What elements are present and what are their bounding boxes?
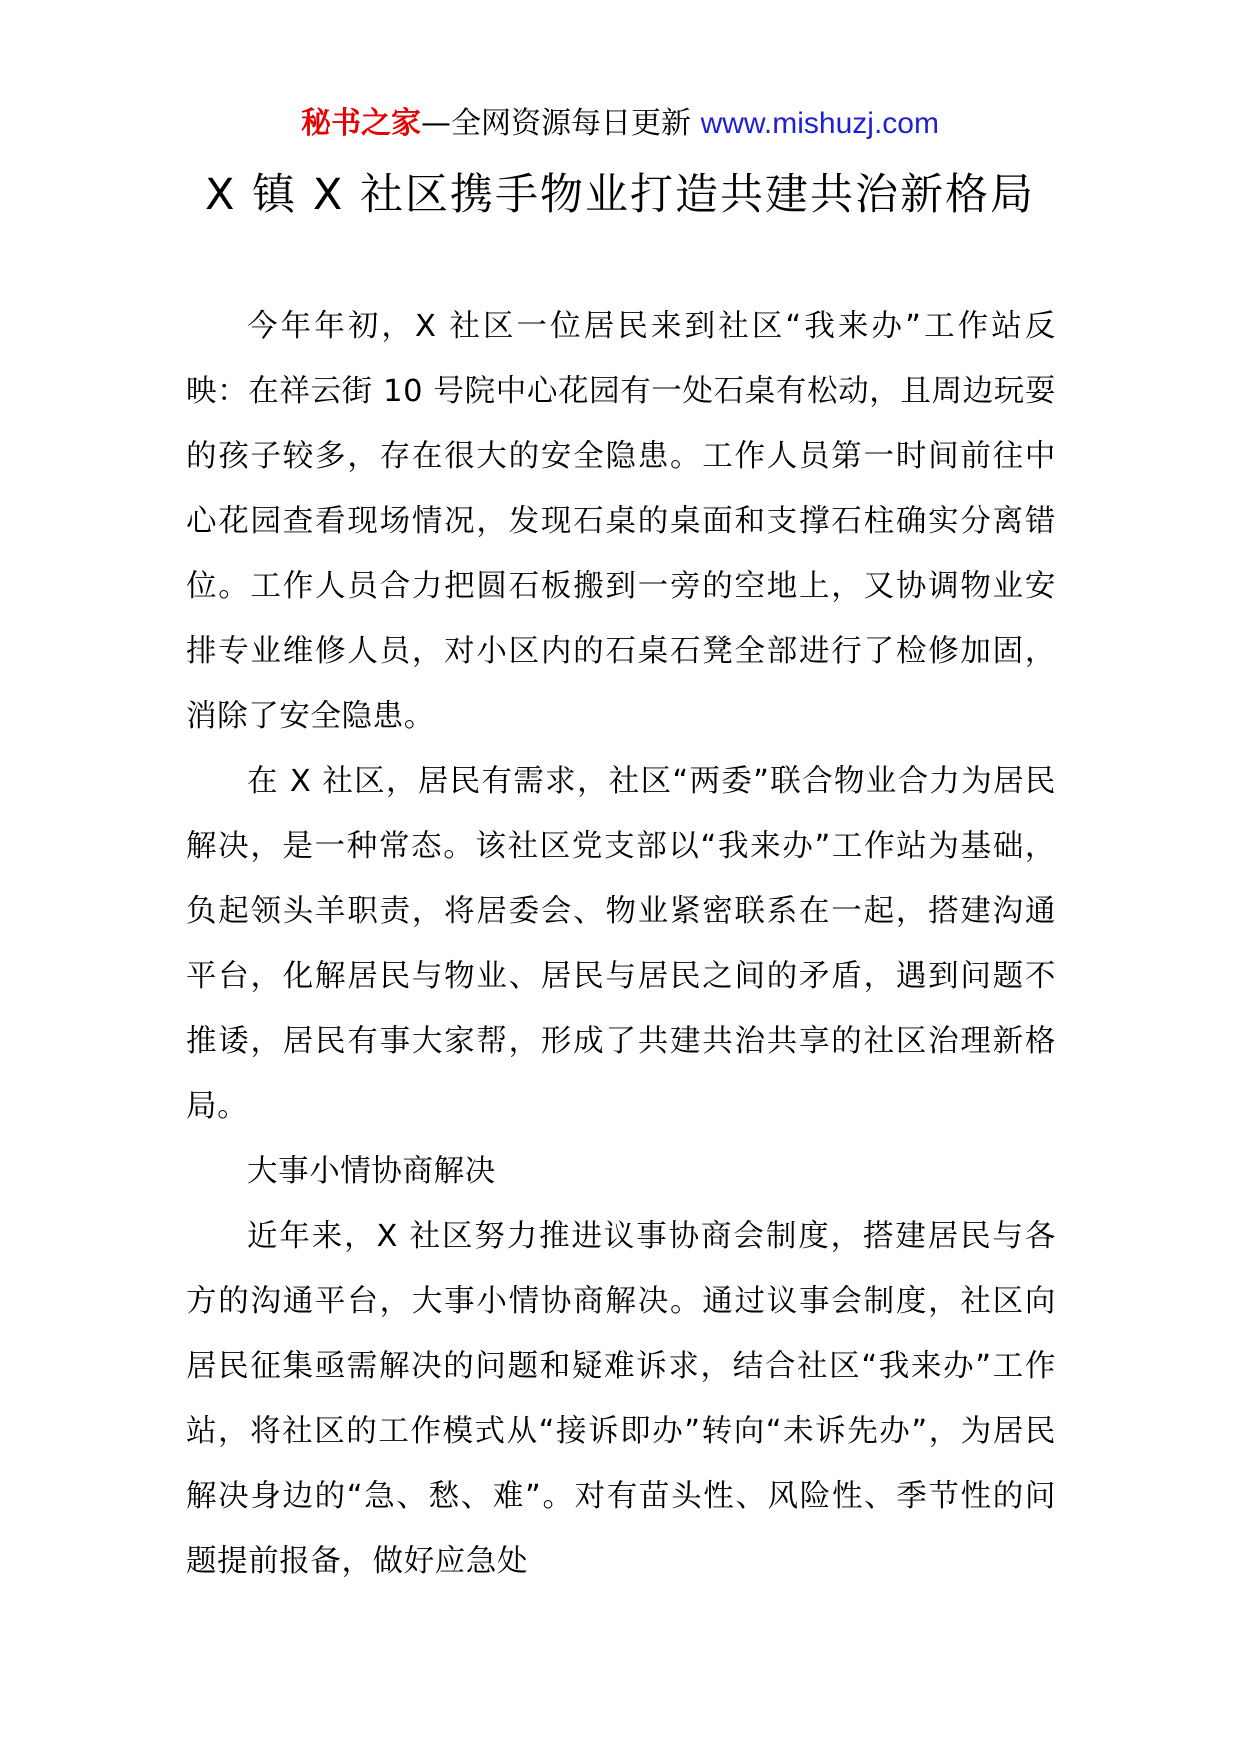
site-brand: 秘书之家 xyxy=(301,106,422,141)
paragraph-1: 今年年初，X 社区一位居民来到社区“我来办”工作站反映：在祥云街 10 号院中心花园有一处石桌有松动，且周边玩耍的孩子较多，存在很大的安全隐患。工作人员第一时间前往中心花园查看现场情况，发现石桌的桌面和支撑石柱确实分离错位。工作人员合力把圆石板搬到一旁的空地上，又协调物业安排专业维修人员，对小区内的石桌石凳全部进行了检修加固，消除了安全隐患。 xyxy=(186,309,1056,734)
paragraph-3: 近年来，X 社区努力推进议事协商会制度，搭建居民与各方的沟通平台，大事小情协商解决。通过议事会制度，社区向居民征集亟需解决的问题和疑难诉求，结合社区“我来办”工作站，将社区的工作模式从“接诉即办”转向“未诉先办”，为居民解决身边的“急、愁、难”。对有苗头性、风险性、季节性的问题提前报备，做好应急处 xyxy=(186,1219,1056,1579)
site-url-link[interactable]: www.mishuzj.com xyxy=(700,107,939,140)
section-subheading: 大事小情协商解决 xyxy=(247,1154,496,1189)
document-title: X 镇 X 社区携手物业打造共建共治新格局 xyxy=(205,170,1035,220)
site-tagline: —全网资源每日更新 xyxy=(421,106,701,141)
site-header xyxy=(0,104,1240,144)
paragraph-2: 在 X 社区，居民有需求，社区“两委”联合物业合力为居民解决，是一种常态。该社区党支部以“我来办”工作站为基础，负起领头羊职责，将居委会、物业紧密联系在一起，搭建沟通平台，化解居民与物业、居民与居民之间的矛盾，遇到问题不推诿，居民有事大家帮，形成了共建共治共享的社区治理新格局。 xyxy=(186,764,1056,1124)
document-body xyxy=(186,294,1056,1594)
